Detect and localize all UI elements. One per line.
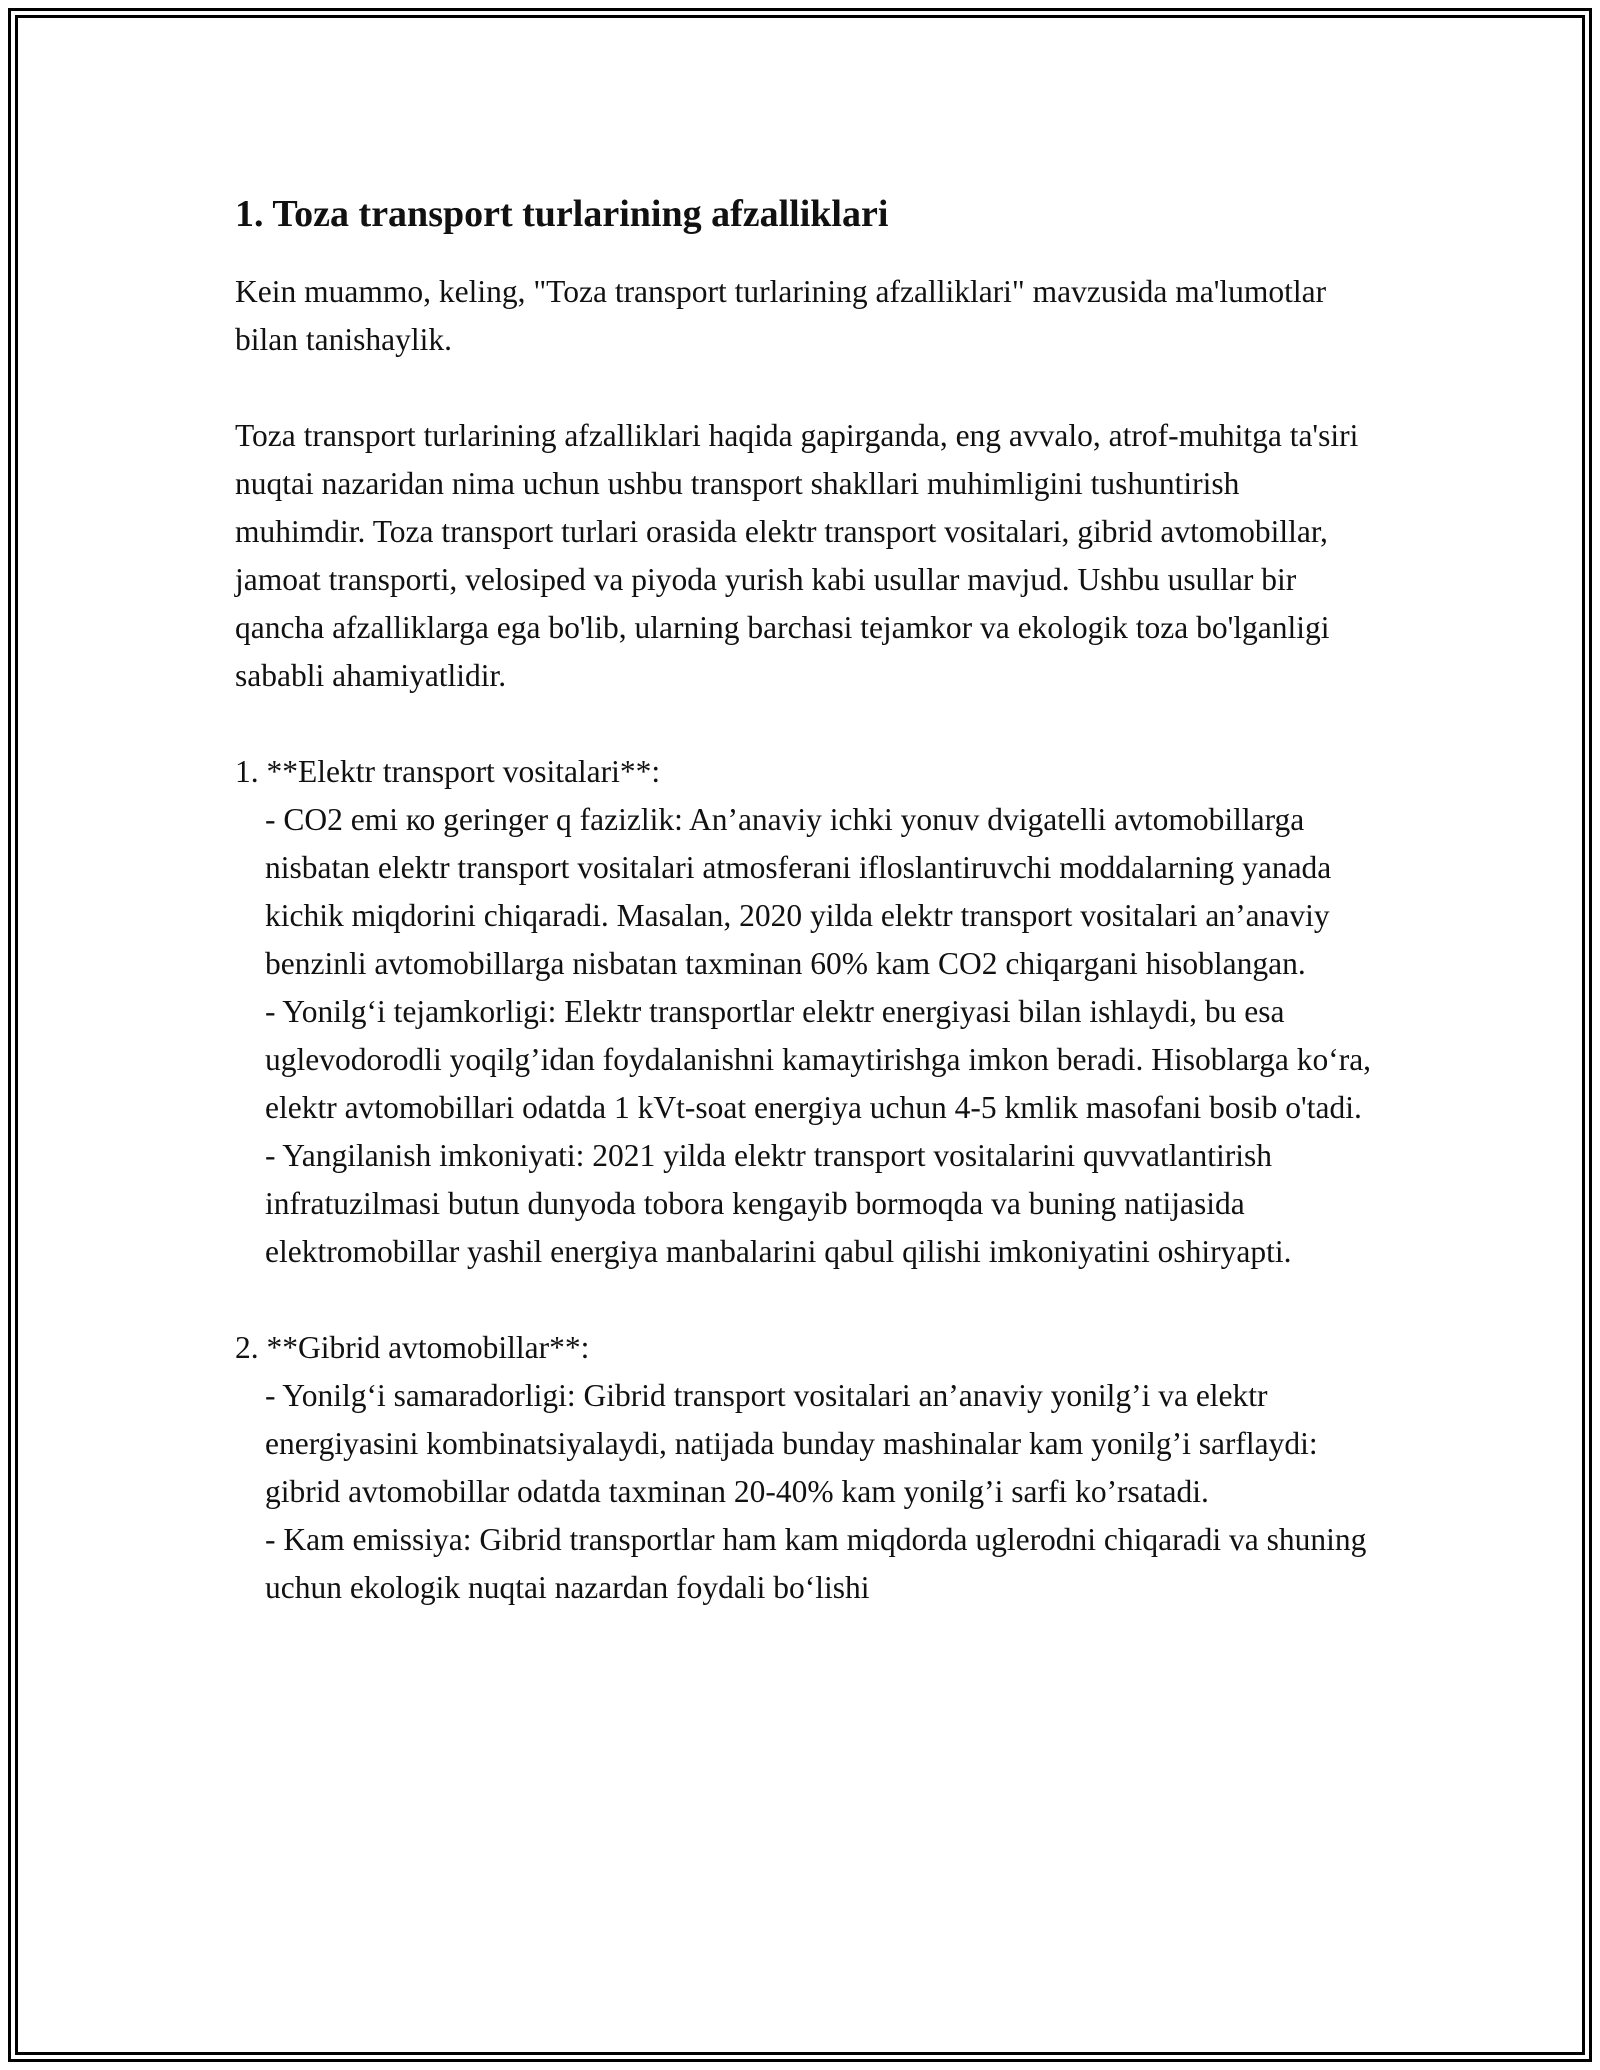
section-electric-vehicles	[235, 748, 1375, 1276]
section-hybrid-cars	[235, 1324, 1375, 1612]
list-item: - Yonilg‘i samaradorligi: Gibrid transport vositalari an’anaviy yonilg’i va elektr energiyasini kombinatsiyalaydi, natijada bunday mashinalar kam yonilg’i sarflaydi: gibrid avtomobillar odatda taxminan 20-40% kam yonilg’i sarfi ko’rsatadi.	[265, 1377, 1318, 1509]
section-heading: 2. **Gibrid avtomobillar**:	[235, 1329, 590, 1365]
list-item: - CO2 emi ко geringer q fazizlik: An’anaviy ichki yonuv dvigatelli avtomobillarga nisbatan elektr transport vositalari atmosferani ifloslantiruvchi moddalarning yanada kichik miqdorini chiqaradi. Masalan, 2020 yilda elektr transport vositalari an’anaviy benzinli avtomobillarga nisbatan taxminan 60% kam CO2 chiqargani hisoblangan.	[265, 801, 1332, 981]
document-body	[235, 180, 1375, 1612]
list-item: - Yonilg‘i tejamkorligi: Elektr transportlar elektr energiyasi bilan ishlaydi, bu esa uglevodorodli yoqilg’idan foydalanishni kamaytirishga imkon beradi. Hisoblarga ko‘ra, elektr avtomobillari odatda 1 kVt-soat energiya uchun 4-5 kmlik masofani bosib o'tadi.	[265, 993, 1372, 1125]
paragraph-gap	[235, 364, 1375, 412]
paragraph-gap	[235, 700, 1375, 748]
overview-paragraph: Toza transport turlarining afzalliklari haqida gapirganda, eng avvalo, atrof-muhitga ta'siri nuqtai nazaridan nima uchun ushbu transport shakllari muhimligini tushuntirish muhimdir. Toza transport turlari orasida elektr transport vositalari, gibrid avtomobillar, jamoat transporti, velosiped va piyoda yurish kabi usullar mavjud. Ushbu usullar bir qancha afzalliklarga ega bo'lib, ularning barchasi tejamkor va ekologik toza bo'lganligi sababli ahamiyatlidir.	[235, 417, 1359, 693]
intro-paragraph: Kein muammo, keling, "Toza transport turlarining afzalliklari" mavzusida ma'lumotlar bilan tanishaylik.	[235, 273, 1327, 357]
paragraph-gap	[235, 1276, 1375, 1324]
list-item: - Kam emissiya: Gibrid transportlar ham kam miqdorda uglerodni chiqaradi va shuning uchun ekologik nuqtai nazardan foydali bo‘lishi	[265, 1521, 1367, 1605]
list-item: - Yangilanish imkoniyati: 2021 yilda elektr transport vositalarini quvvatlantirish infratuzilmasi butun dunyoda tobora kengayib bormoqda va buning natijasida elektromobillar yashil energiya manbalarini qabul qilishi imkoniyatini oshiryapti.	[265, 1137, 1292, 1269]
section-heading: 1. **Elektr transport vositalari**:	[235, 753, 661, 789]
document-title: 1. Toza transport turlarining afzalliklari	[235, 193, 889, 235]
